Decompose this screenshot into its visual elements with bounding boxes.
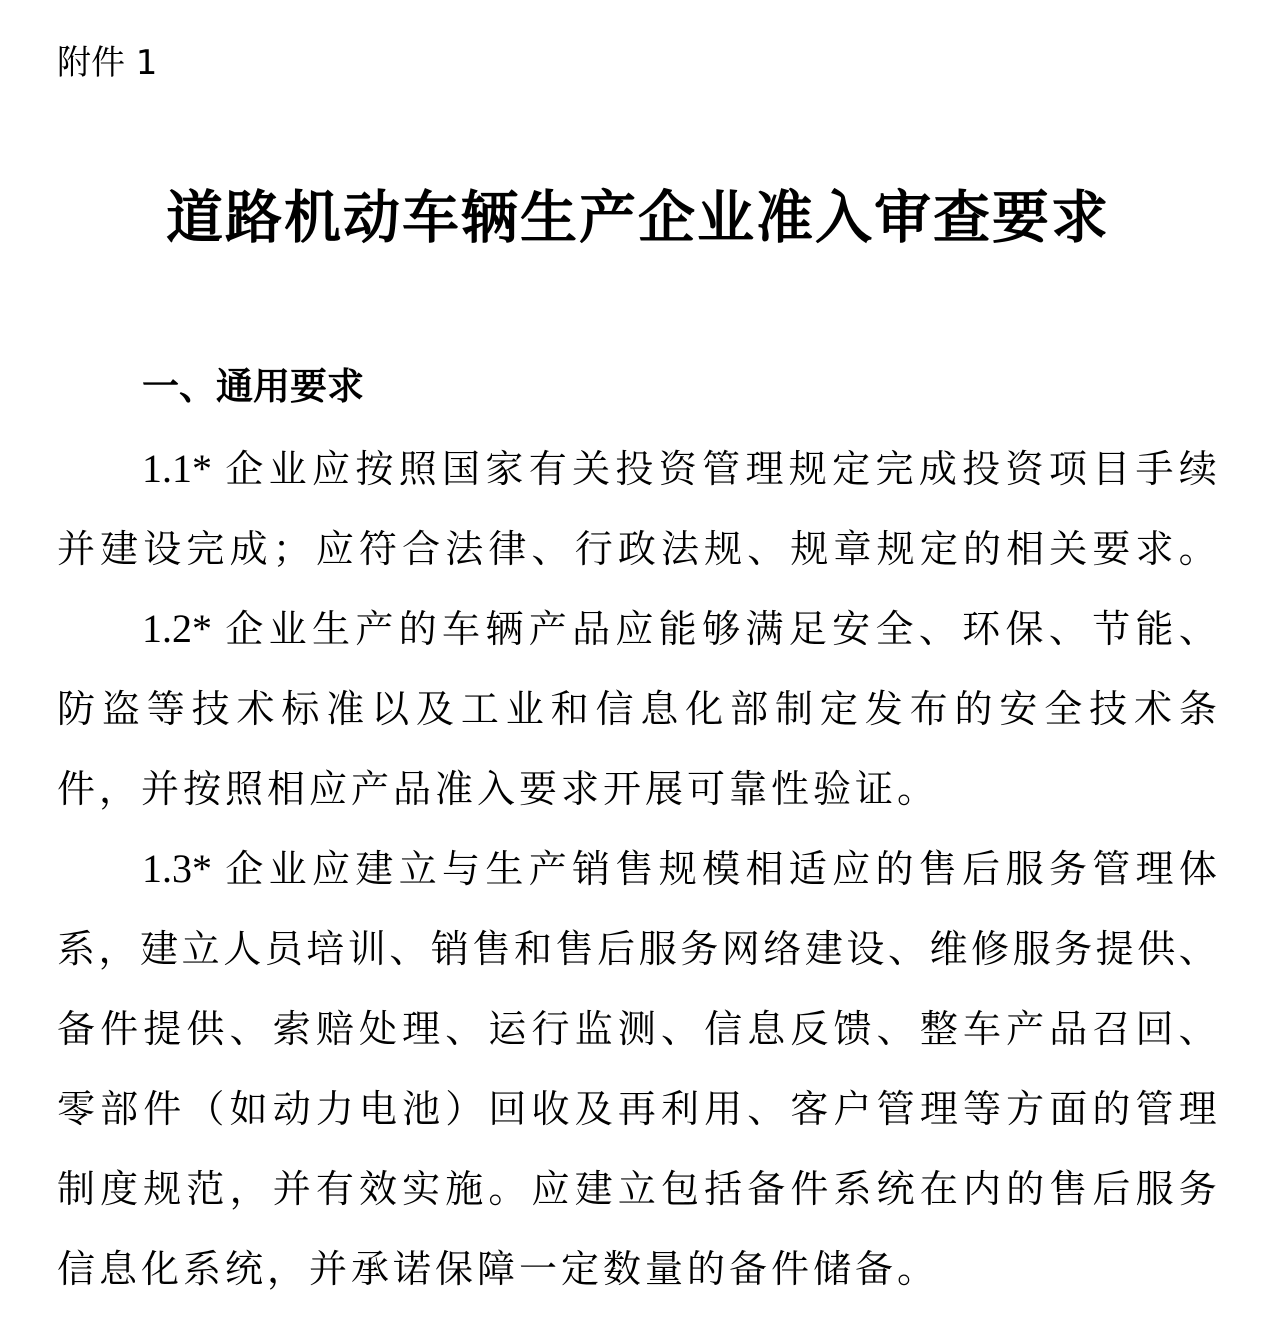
text-char: 管: [1135, 1087, 1174, 1131]
text-char: 行: [574, 527, 613, 571]
text-char: 动: [272, 1087, 311, 1131]
text-char: 有: [315, 1167, 354, 1211]
text-char: ，: [229, 1167, 268, 1211]
text-char: 系: [57, 927, 96, 971]
text-char: 网: [721, 927, 760, 971]
text-char: 、: [1178, 1007, 1217, 1051]
text-char: 车: [442, 607, 481, 651]
text-char: 并: [272, 1167, 311, 1211]
text-char: 定: [832, 447, 871, 491]
text-char: 应: [531, 1167, 570, 1211]
text-char: 部: [730, 687, 769, 731]
text-char: 技: [191, 687, 230, 731]
text-char: 全: [875, 607, 914, 651]
text-char: 生: [312, 607, 351, 651]
text-char: 人: [223, 927, 262, 971]
text-char: 与: [442, 847, 481, 891]
text-char: 务: [680, 927, 719, 971]
text-char: 及: [574, 1087, 613, 1131]
text-char: 务: [1054, 927, 1093, 971]
section-heading: 一、通用要求: [142, 365, 364, 408]
text-char: 后: [597, 927, 636, 971]
text-char: 、: [1178, 607, 1217, 651]
text-char: 反: [790, 1007, 829, 1051]
text-char: 标: [281, 687, 320, 731]
text-char: 理: [1135, 847, 1174, 891]
text-char: 销: [572, 847, 611, 891]
text-char: 用: [704, 1087, 743, 1131]
text-char: 有: [528, 447, 567, 491]
text-char: 律: [488, 527, 527, 571]
text-char: 利: [660, 1087, 699, 1131]
text-char: 测: [617, 1007, 656, 1051]
text-char: 服: [1005, 847, 1044, 891]
text-char: 售: [1049, 1167, 1088, 1211]
text-char: 产: [528, 607, 567, 651]
text-char: 立: [181, 927, 220, 971]
text-char: 产: [355, 607, 394, 651]
text-char: 施: [445, 1167, 484, 1211]
text-char: 包: [660, 1167, 699, 1211]
paragraph-1-3-line-6: 信息化系统，并承诺保障一定数量的备件储备。: [57, 1247, 940, 1291]
text-char: 业: [505, 687, 544, 731]
text-char: 面: [1049, 1087, 1088, 1131]
text-char: 员: [264, 927, 303, 971]
text-char: 客: [790, 1087, 829, 1131]
text-char: 的: [962, 527, 1001, 571]
text-char: 备: [747, 1167, 786, 1211]
text-char: 安: [832, 607, 871, 651]
clause-number: 1.1*: [142, 446, 212, 491]
text-char: 供: [1137, 927, 1176, 971]
text-char: 品: [1049, 1007, 1088, 1051]
text-char: 企: [225, 447, 264, 491]
text-char: 理: [402, 1007, 441, 1051]
text-char: 务: [1178, 1167, 1217, 1211]
text-char: 提: [143, 1007, 182, 1051]
text-char: 统: [876, 1167, 915, 1211]
text-char: 应: [615, 607, 654, 651]
text-char: 件: [100, 1007, 139, 1051]
text-char: 规: [704, 527, 743, 571]
text-char: 及: [416, 687, 455, 731]
text-char: 企: [225, 607, 264, 651]
text-char: 规: [790, 527, 829, 571]
text-char: 部: [100, 1087, 139, 1131]
text-char: 完: [186, 527, 225, 571]
text-char: 运: [488, 1007, 527, 1051]
paragraph-1-1-first-line: [142, 441, 1217, 497]
text-char: 件: [790, 1167, 829, 1211]
text-char: 术: [1134, 687, 1173, 731]
text-char: 政: [617, 527, 656, 571]
text-char: 、: [1178, 927, 1217, 971]
text-char: 立: [398, 847, 437, 891]
text-char: 布: [909, 687, 948, 731]
text-char: 内: [962, 1167, 1001, 1211]
text-char: 的: [398, 607, 437, 651]
text-char: 设: [143, 527, 182, 571]
text-char: 、: [918, 607, 957, 651]
text-char: 业: [268, 847, 307, 891]
text-char: 售: [472, 927, 511, 971]
text-char: 和: [514, 927, 553, 971]
text-char: 、: [876, 1007, 915, 1051]
text-char: 提: [1095, 927, 1134, 971]
text-char: 成: [918, 447, 957, 491]
text-char: 零: [57, 1087, 96, 1131]
text-char: 等: [962, 1087, 1001, 1131]
text-char: 理: [919, 1087, 958, 1131]
text-char: 馈: [833, 1007, 872, 1051]
text-char: 资: [1005, 447, 1044, 491]
text-char: 项: [1048, 447, 1087, 491]
text-char: 建: [804, 927, 843, 971]
text-char: 环: [962, 607, 1001, 651]
text-char: 国: [442, 447, 481, 491]
text-char: 。: [1178, 527, 1217, 571]
text-char: 和: [550, 687, 589, 731]
text-char: ）: [445, 1087, 484, 1131]
text-char: 、: [531, 527, 570, 571]
text-char: 后: [962, 847, 1001, 891]
text-char: 应: [315, 527, 354, 571]
text-char: 保: [1005, 607, 1044, 651]
text-char: 规: [788, 447, 827, 491]
text-char: 等: [146, 687, 185, 731]
text-char: 售: [615, 847, 654, 891]
text-char: 防: [57, 687, 96, 731]
text-char: 规: [143, 1167, 182, 1211]
attachment-label: 附件 1: [57, 43, 158, 83]
text-char: 技: [1089, 687, 1128, 731]
text-char: 务: [1048, 847, 1087, 891]
text-char: 法: [660, 527, 699, 571]
text-char: 管: [1092, 847, 1131, 891]
text-char: 工: [460, 687, 499, 731]
text-char: 行: [531, 1007, 570, 1051]
text-char: 再: [617, 1087, 656, 1131]
text-char: 车: [962, 1007, 1001, 1051]
text-char: 户: [833, 1087, 872, 1131]
text-char: ；: [272, 527, 311, 571]
text-char: 修: [971, 927, 1010, 971]
text-char: 建: [100, 527, 139, 571]
text-char: 满: [745, 607, 784, 651]
text-char: 规: [876, 527, 915, 571]
paragraph-1-3-line-5: [57, 1161, 1217, 1217]
text-char: 完: [875, 447, 914, 491]
text-char: 合: [402, 527, 441, 571]
paragraph-1-1-line-2: [57, 521, 1217, 577]
text-char: 理: [1178, 1087, 1217, 1131]
text-char: 售: [555, 927, 594, 971]
text-char: 按: [355, 447, 394, 491]
text-char: 管: [876, 1087, 915, 1131]
text-char: 、: [747, 527, 786, 571]
text-char: 的: [954, 687, 993, 731]
text-char: 信: [704, 1007, 743, 1051]
text-char: 手: [1135, 447, 1174, 491]
text-char: 照: [398, 447, 437, 491]
text-char: 品: [572, 607, 611, 651]
text-char: 、: [1048, 607, 1087, 651]
text-char: 准: [326, 687, 365, 731]
text-char: 术: [236, 687, 275, 731]
text-char: 应: [312, 847, 351, 891]
text-char: 企: [225, 847, 264, 891]
text-char: 投: [962, 447, 1001, 491]
paragraph-1-2-line-2: [57, 681, 1217, 737]
text-char: 能: [658, 607, 697, 651]
text-char: 力: [315, 1087, 354, 1131]
paragraph-1-2-first-line: [142, 601, 1217, 657]
text-char: 件: [143, 1087, 182, 1131]
text-char: 立: [617, 1167, 656, 1211]
text-char: 息: [747, 1007, 786, 1051]
text-char: 建: [355, 847, 394, 891]
text-char: 符: [358, 527, 397, 571]
text-char: 、: [229, 1007, 268, 1051]
text-char: 业: [268, 607, 307, 651]
text-char: 效: [358, 1167, 397, 1211]
text-char: 应: [832, 847, 871, 891]
text-char: 回: [488, 1087, 527, 1131]
text-char: 方: [1006, 1087, 1045, 1131]
text-char: 在: [919, 1167, 958, 1211]
text-char: 业: [268, 447, 307, 491]
text-char: （: [186, 1087, 225, 1131]
paragraph-1-2-line-3: 件，并按照相应产品准入要求开展可靠性验证。: [57, 767, 940, 811]
text-char: 全: [1044, 687, 1083, 731]
text-char: 络: [763, 927, 802, 971]
text-char: 销: [430, 927, 469, 971]
text-char: 目: [1092, 447, 1131, 491]
text-char: 设: [846, 927, 885, 971]
text-char: 后: [1092, 1167, 1131, 1211]
text-char: 处: [358, 1007, 397, 1051]
paragraph-1-3-line-4: [57, 1081, 1217, 1137]
text-char: 收: [531, 1087, 570, 1131]
text-char: 应: [312, 447, 351, 491]
text-char: 建: [574, 1167, 613, 1211]
text-char: 发: [864, 687, 903, 731]
clause-number: 1.2*: [142, 606, 212, 651]
text-char: 实: [402, 1167, 441, 1211]
text-char: 供: [186, 1007, 225, 1051]
text-char: 的: [1092, 1087, 1131, 1131]
text-char: 产: [528, 847, 567, 891]
text-char: 制: [775, 687, 814, 731]
text-char: 生: [485, 847, 524, 891]
text-char: 召: [1092, 1007, 1131, 1051]
text-char: 备: [57, 1007, 96, 1051]
text-char: 足: [788, 607, 827, 651]
text-char: 要: [1092, 527, 1131, 571]
text-char: 回: [1135, 1007, 1174, 1051]
text-char: 电: [358, 1087, 397, 1131]
text-char: 建: [140, 927, 179, 971]
text-char: 安: [999, 687, 1038, 731]
text-char: 赔: [315, 1007, 354, 1051]
text-char: 资: [658, 447, 697, 491]
text-char: 相: [1006, 527, 1045, 571]
text-char: 条: [1178, 687, 1217, 731]
text-char: 息: [640, 687, 679, 731]
text-char: 成: [229, 527, 268, 571]
text-char: 定: [819, 687, 858, 731]
text-char: 度: [100, 1167, 139, 1211]
text-char: 并: [57, 527, 96, 571]
text-char: 、: [747, 1087, 786, 1131]
text-char: 管: [702, 447, 741, 491]
text-char: 索: [272, 1007, 311, 1051]
text-char: 如: [229, 1087, 268, 1131]
text-char: 投: [615, 447, 654, 491]
text-char: 服: [638, 927, 677, 971]
text-char: 章: [833, 527, 872, 571]
text-char: 服: [1135, 1167, 1174, 1211]
text-char: 的: [1006, 1167, 1045, 1211]
text-char: 规: [658, 847, 697, 891]
paragraph-1-3-line-2: [57, 921, 1217, 977]
text-char: 信: [595, 687, 634, 731]
text-char: 模: [702, 847, 741, 891]
text-char: 够: [702, 607, 741, 651]
text-char: 制: [57, 1167, 96, 1211]
text-char: 关: [572, 447, 611, 491]
text-char: 培: [306, 927, 345, 971]
text-char: 辆: [485, 607, 524, 651]
text-char: 产: [1006, 1007, 1045, 1051]
text-char: 、: [660, 1007, 699, 1051]
text-char: 能: [1135, 607, 1174, 651]
text-char: 、: [887, 927, 926, 971]
clause-number: 1.3*: [142, 846, 212, 891]
text-char: 盗: [101, 687, 140, 731]
text-char: 监: [574, 1007, 613, 1051]
text-char: 理: [745, 447, 784, 491]
text-char: 范: [186, 1167, 225, 1211]
text-char: 适: [788, 847, 827, 891]
text-char: 定: [919, 527, 958, 571]
text-char: 化: [685, 687, 724, 731]
text-char: 整: [919, 1007, 958, 1051]
document-title: 道路机动车辆生产企业准入审查要求: [166, 185, 1110, 251]
paragraph-1-3-line-3: [57, 1001, 1217, 1057]
text-char: 续: [1178, 447, 1217, 491]
text-char: 体: [1178, 847, 1217, 891]
text-char: 相: [745, 847, 784, 891]
text-char: 关: [1049, 527, 1088, 571]
text-char: 以: [371, 687, 410, 731]
text-char: 售: [918, 847, 957, 891]
text-char: 括: [704, 1167, 743, 1211]
text-char: 维: [929, 927, 968, 971]
text-char: 训: [347, 927, 386, 971]
text-char: 、: [445, 1007, 484, 1051]
text-char: 。: [488, 1167, 527, 1211]
paragraph-1-3-first-line: [142, 841, 1217, 897]
text-char: 的: [875, 847, 914, 891]
text-char: 服: [1012, 927, 1051, 971]
text-char: 系: [833, 1167, 872, 1211]
text-char: 家: [485, 447, 524, 491]
text-char: 求: [1135, 527, 1174, 571]
text-char: 节: [1092, 607, 1131, 651]
text-char: 、: [389, 927, 428, 971]
text-char: 法: [445, 527, 484, 571]
text-char: ，: [98, 927, 137, 971]
text-char: 池: [402, 1087, 441, 1131]
